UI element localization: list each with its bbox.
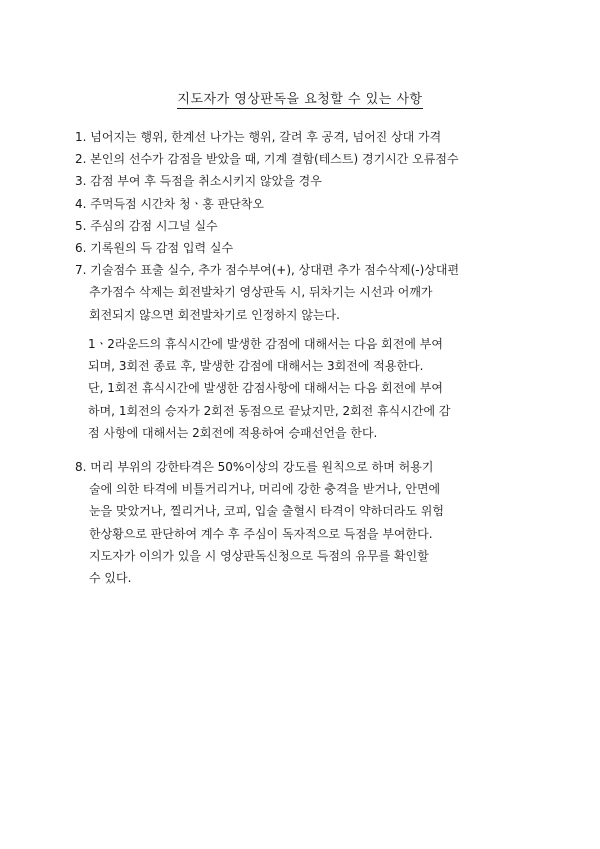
note-line: 하며, 1회전의 승자가 2회전 동점으로 끝났지만, 2회전 휴식시간에 감 xyxy=(88,403,451,418)
list-item-2: 2. 본인의 선수가 감점을 받았을 때, 기계 결함(테스트) 경기시간 오류점수 xyxy=(75,152,459,167)
note-line: 1ㆍ2라운드의 휴식시간에 발생한 감점에 대해서는 다음 회전에 부여 xyxy=(88,337,443,351)
list-item-8-line: 눈을 맞았거나, 찔리거나, 코피, 입술 출혈시 타격이 약하더라도 위험 xyxy=(89,504,444,519)
list-item-1: 1. 넘어지는 행위, 한계선 나가는 행위, 갈려 후 공격, 넘어진 상대 가격 xyxy=(75,130,442,144)
list-item-8-line: 지도자가 이의가 있을 시 영상판독신청으로 득점의 유무를 확인할 xyxy=(89,548,429,563)
list-item-7-continued: 추가점수 삭제는 회전발차기 영상판독 시, 뒤차기는 시선과 어깨가 xyxy=(89,285,433,300)
list-item-8-line: 술에 의한 타격에 비틀거리거나, 머리에 강한 충격을 받거나, 안면에 xyxy=(89,482,441,497)
request-items-list xyxy=(75,126,555,326)
document-title-text: 지도자가 영상판독을 요청할 수 있는 사항 xyxy=(177,92,423,107)
list-item-7: 7. 기술점수 표출 실수, 추가 점수부여(+), 상대편 추가 점수삭제(-)상대편 xyxy=(75,263,460,278)
list-item-8-line: 한상황으로 판단하여 계수 후 주심이 독자적으로 득점을 부여한다. xyxy=(89,526,433,541)
list-item-4: 4. 주먹득점 시간차 청ㆍ홍 판단착오 xyxy=(75,196,264,211)
note-line: 단, 1회전 휴식시간에 발생한 감점사항에 대해서는 다음 회전에 부여 xyxy=(88,381,443,396)
list-item-8-line: 8. 머리 부위의 강한타격은 50%이상의 강도를 원칙으로 하며 허용기 xyxy=(75,460,434,474)
rest-period-note xyxy=(88,333,548,444)
document-title xyxy=(0,88,600,107)
list-item-5: 5. 주심의 감점 시그널 실수 xyxy=(75,218,218,233)
list-item-7-continued: 회전되지 않으면 회전발차기로 인정하지 않는다. xyxy=(89,307,340,322)
list-item-3: 3. 감점 부여 후 득점을 취소시키지 않았을 경우 xyxy=(75,174,322,189)
note-line: 점 사항에 대해서는 2회전에 적용하여 승패선언을 한다. xyxy=(88,425,378,440)
list-item-8-line: 수 있다. xyxy=(89,570,132,585)
list-item-6: 6. 기록원의 득 감점 입력 실수 xyxy=(75,240,234,255)
note-line: 되며, 3회전 종료 후, 발생한 감점에 대해서는 3회전에 적용한다. xyxy=(88,359,424,374)
list-item-8 xyxy=(75,456,555,589)
